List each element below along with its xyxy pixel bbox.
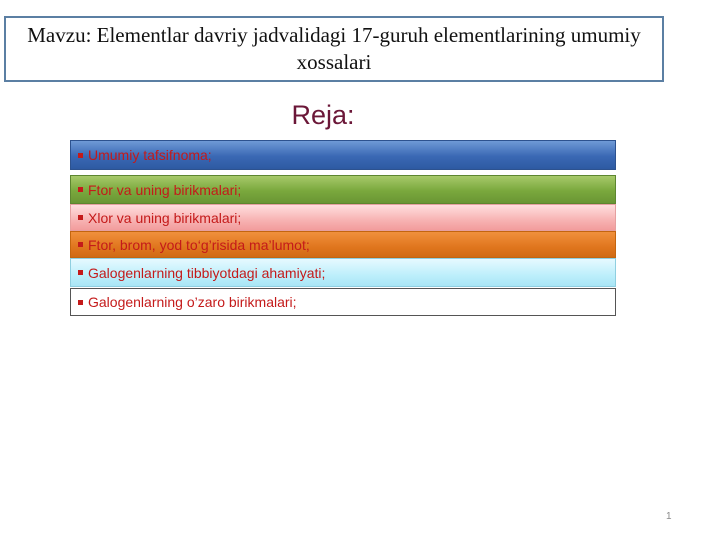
bullet-icon	[78, 215, 83, 220]
bullet-icon	[78, 270, 83, 275]
plan-item-general-description	[70, 140, 616, 170]
bullet-icon	[78, 153, 83, 158]
bullet-icon	[78, 242, 83, 247]
plan-heading: Reja:	[291, 100, 355, 130]
plan-item-chlorine-compounds	[70, 204, 616, 231]
plan-item-medical-importance	[70, 258, 616, 287]
plan-item-interhalogen-compounds	[70, 288, 616, 316]
plan-item-label: Galogenlarning tibbiyotdagi ahamiyati;	[88, 264, 326, 281]
plan-item-label: Ftor, brom, yod to‘g’risida ma’lumot;	[88, 236, 310, 253]
plan-item-label: Umumiy tafsifnoma;	[88, 147, 212, 163]
plan-item-fluorine-compounds	[70, 175, 616, 204]
plan-item-label: Xlor va uning birikmalari;	[88, 209, 242, 226]
slide-title-text: Mavzu: Elementlar davriy jadvalidagi 17-guruh elementlarining umumiy xossalari	[27, 23, 641, 74]
plan-item-label: Galogenlarning o’zaro birikmalari;	[88, 294, 297, 310]
plan-item-label: Ftor va uning birikmalari;	[88, 181, 242, 198]
plan-item-fluorine-bromine-iodine	[70, 231, 616, 258]
bullet-icon	[78, 300, 83, 305]
bullet-icon	[78, 187, 83, 192]
slide-title	[4, 16, 664, 82]
page-number: 1	[666, 511, 672, 522]
